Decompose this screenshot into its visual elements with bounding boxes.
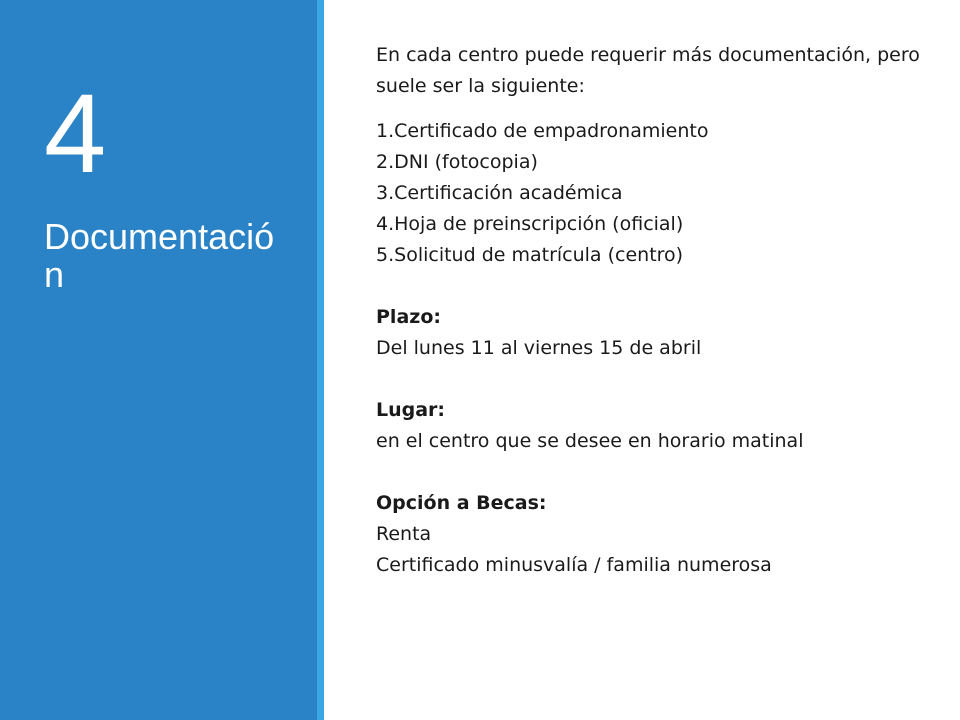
lugar-text: en el centro que se desee en horario matinal [376,430,804,452]
document-item: 1.Certificado de empadronamiento [376,120,709,142]
document-item: 2.DNI (fotocopia) [376,151,538,173]
document-item: 4.Hoja de preinscripción (oficial) [376,213,684,235]
document-list [376,116,936,271]
plazo-label: Plazo: [376,306,441,328]
becas-line: Certificado minusvalía / familia numerosa [376,554,772,576]
becas-section [376,488,936,581]
lugar-label: Lugar: [376,399,446,421]
plazo-text: Del lunes 11 al viernes 15 de abril [376,337,702,359]
becas-label: Opción a Becas: [376,492,547,514]
section-title: Documentación [44,216,275,295]
accent-stripe [317,0,324,720]
becas-line: Renta [376,523,432,545]
document-item: 3.Certificación académica [376,182,623,204]
intro-text: En cada centro puede requerir más documentación, pero suele ser la siguiente: [376,44,920,97]
section-number: 4 [44,71,107,196]
document-item: 5.Solicitud de matrícula (centro) [376,244,684,266]
content-area [376,40,936,581]
side-panel [0,0,317,720]
lugar-section [376,395,936,457]
plazo-section [376,302,936,364]
